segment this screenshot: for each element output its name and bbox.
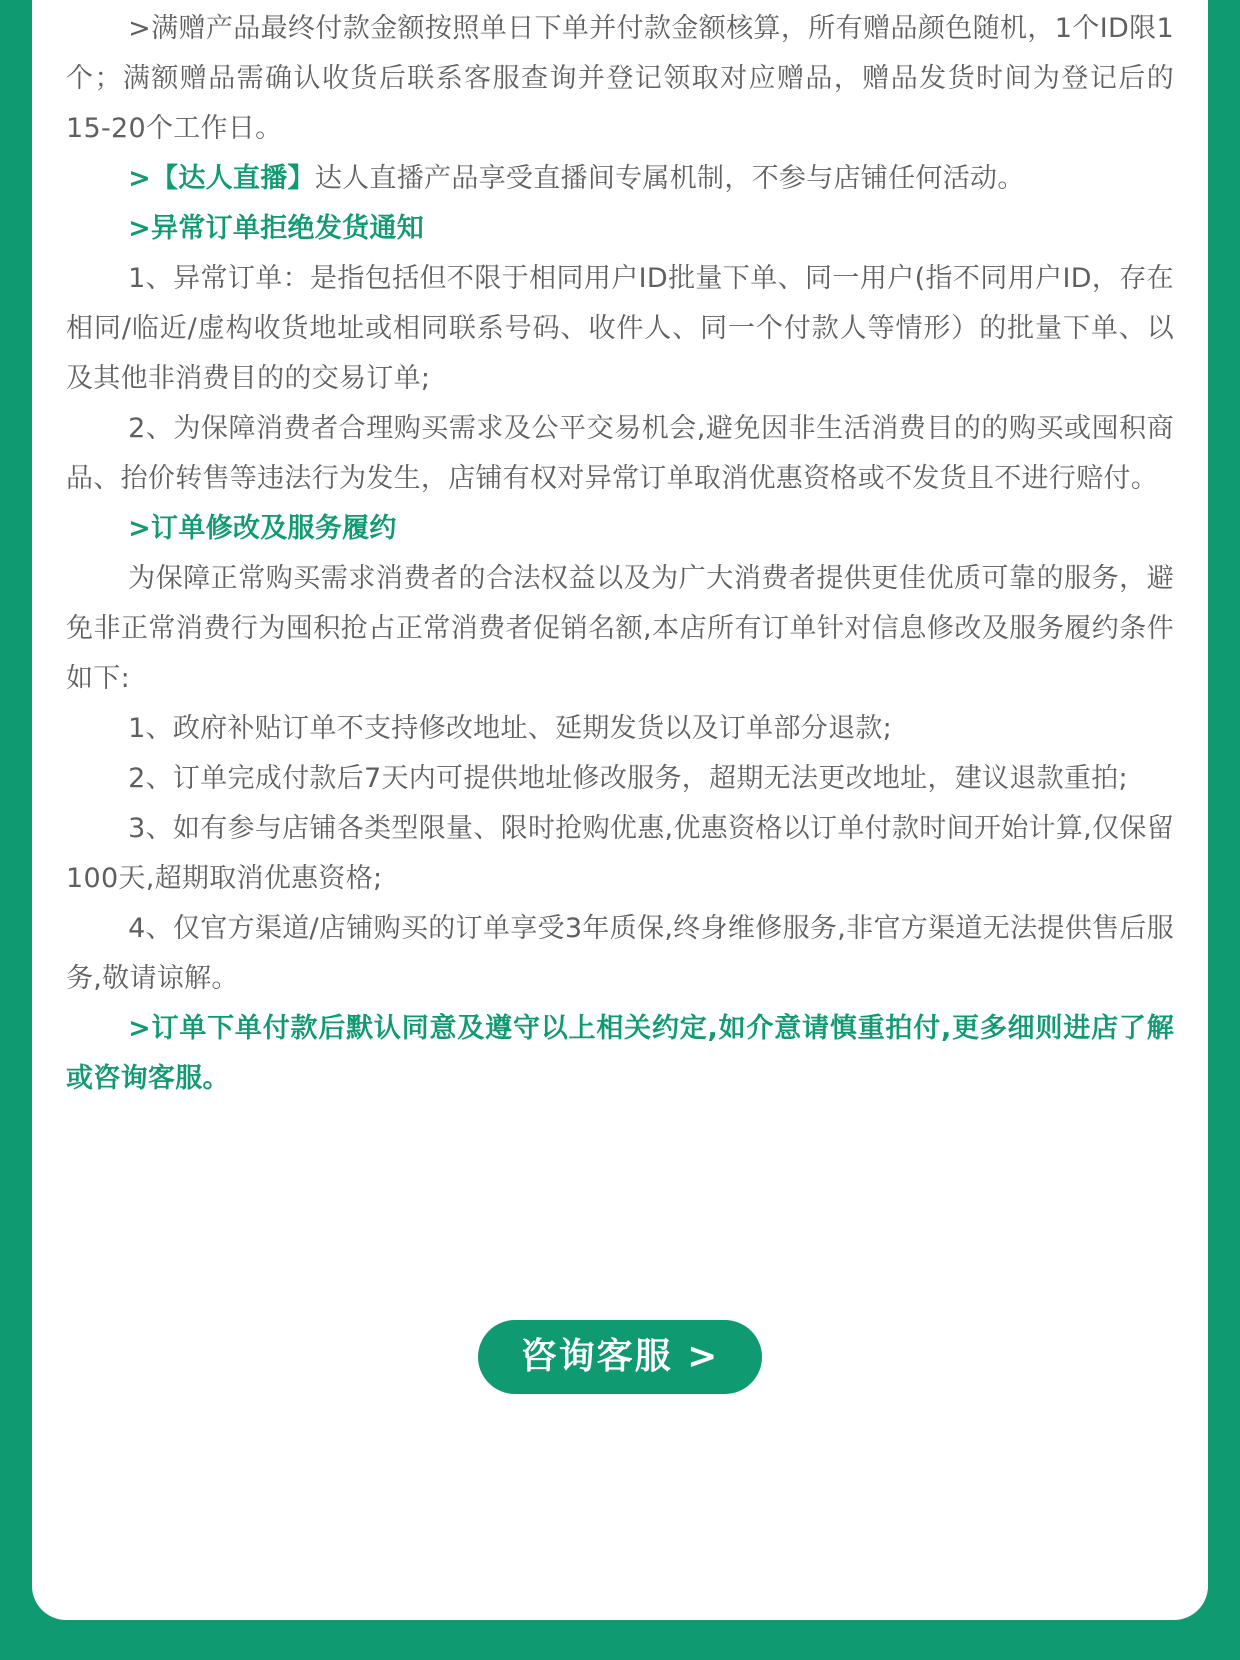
modify-item-4: 4、仅官方渠道/店铺购买的订单享受3年质保,终身维修服务,非官方渠道无法提供售后服务,敬请谅解。 [66,913,1174,994]
abnormal-heading: >异常订单拒绝发货通知 [128,213,425,244]
gift-rule-paragraph: >满赠产品最终付款金额按照单日下单并付款金额核算，所有赠品颜色随机，1个ID限1个；满额赠品需确认收货后联系客服查询并登记领取对应赠品，赠品发货时间为登记后的15-20个工作日。 [66,13,1174,144]
abnormal-item-2: 2、为保障消费者合理购买需求及公平交易机会,避免因非生活消费目的的购买或囤积商品、抬价转售等违法行为发生，店铺有权对异常订单取消优惠资格或不发货且不进行赔付。 [66,413,1174,494]
modify-intro: 为保障正常购买需求消费者的合法权益以及为广大消费者提供更佳优质可靠的服务，避免非正常消费行为囤积抢占正常消费者促销名额,本店所有订单针对信息修改及服务履约条件如下: [66,563,1174,694]
abnormal-item-1: 1、异常订单：是指包括但不限于相同用户ID批量下单、同一用户(指不同用户ID，存在相同/临近/虚构收货地址或相同联系号码、收件人、同一个付款人等情形）的批量下单、以及其他非消费目的的交易订单; [66,263,1174,394]
modify-heading: >订单修改及服务履约 [128,513,397,544]
terms-content [66,4,1174,1104]
modify-item-2: 2、订单完成付款后7天内可提供地址修改服务，超期无法更改地址，建议退款重拍; [128,763,1128,794]
live-text: 达人直播产品享受直播间专属机制，不参与店铺任何活动。 [314,163,1025,194]
modify-item-1: 1、政府补贴订单不支持修改地址、延期发货以及订单部分退款; [128,713,893,744]
live-paragraph [66,154,1174,204]
live-tag: >【达人直播】 [128,163,315,194]
closing-note: >订单下单付款后默认同意及遵守以上相关约定,如介意请慎重拍付,更多细则进店了解或咨询客服。 [66,1013,1174,1094]
modify-item-3: 3、如有参与店铺各类型限量、限时抢购优惠,优惠资格以订单付款时间开始计算,仅保留100天,超期取消优惠资格; [66,813,1174,894]
contact-service-button[interactable]: 咨询客服 > [478,1320,762,1394]
